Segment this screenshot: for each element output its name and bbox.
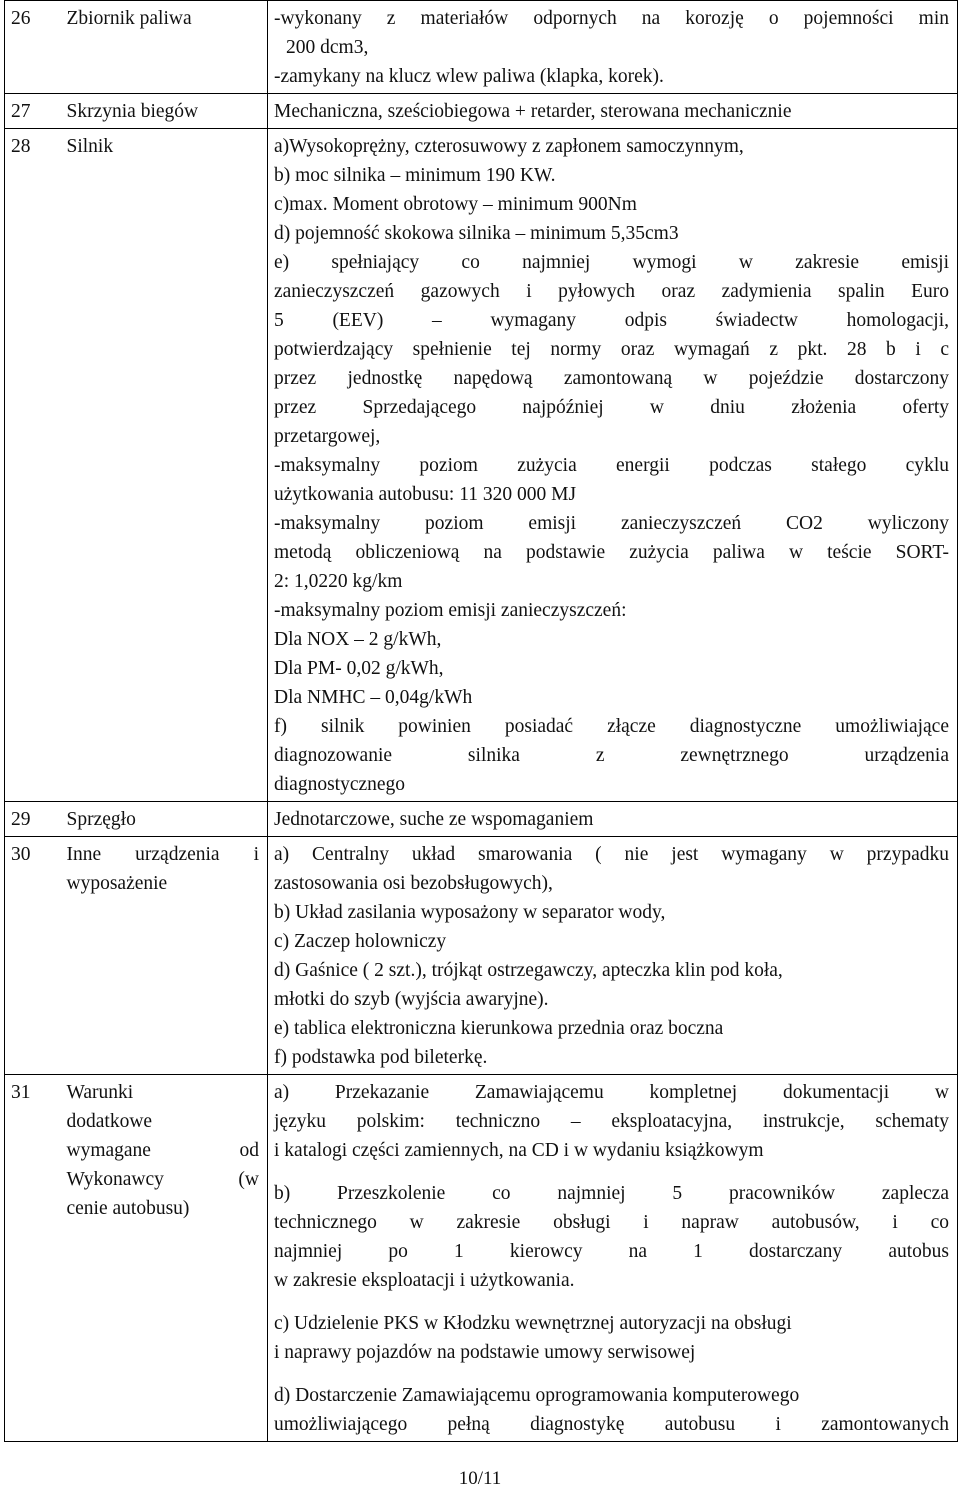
page-number: 10/11 [458,1468,502,1489]
desc-line: diagnozowanie silnika z zewnętrznego urządzenia [274,745,949,766]
desc-line: 2: 1,0220 kg/km [274,571,403,592]
desc-line: a)Wysokoprężny, czterosuwowy z zapłonem samoczynnym, [274,136,744,157]
row-name: Sprzęgło [61,802,268,837]
row-number: 31 [5,1075,61,1442]
desc-line: w zakresie eksploatacji i użytkowania. [274,1270,575,1291]
table-row [5,802,958,837]
desc-line: a) Przekazanie Zamawiającemu kompletnej dokumentacji w [274,1082,949,1103]
name-line: Inne urządzenia i [66,844,259,865]
desc-line: zastosowania osi bezobsługowych), [274,873,553,894]
desc-line: e) spełniający co najmniej wymogi w zakresie emisji [274,252,949,273]
desc-line: języku polskim: techniczno – eksploatacyjna, instrukcje, schematy [274,1111,949,1132]
desc-line: umożliwiającego pełną diagnostykę autobusu i zamontowanych [274,1414,949,1435]
desc-line: -maksymalny poziom zużycia energii podczas stałego cyklu [274,455,949,476]
desc-line: b) Przeszkolenie co najmniej 5 pracowników zaplecza [274,1183,949,1204]
desc-line: c)max. Moment obrotowy – minimum 900Nm [274,194,637,215]
name-line: wymagane od [66,1140,259,1161]
desc-line: i naprawy pojazdów na podstawie umowy serwisowej [274,1342,696,1363]
table-row [5,129,958,802]
desc-line: Mechaniczna, sześciobiegowa + retarder, sterowana mechanicznie [274,101,792,122]
desc-line: użytkowania autobusu: 11 320 000 MJ [274,484,577,505]
desc-line: Dla NMHC – 0,04g/kWh [274,687,473,708]
row-name [61,837,268,1075]
row-name: Skrzynia biegów [61,94,268,129]
paragraph-gap [274,1295,949,1309]
desc-line: b) Układ zasilania wyposażony w separator wody, [274,902,666,923]
desc-line: przetargowej, [274,426,381,447]
specification-table [4,0,958,1442]
table-row [5,837,958,1075]
desc-line: technicznego w zakresie obsługi i napraw autobusów, i co [274,1212,949,1233]
desc-line: -zamykany na klucz wlew paliwa (klapka, korek). [274,66,664,87]
row-number: 27 [5,94,61,129]
desc-line: 200 dcm3, [286,37,369,58]
row-name: Silnik [61,129,268,802]
desc-line: i katalogi części zamiennych, na CD i w wydaniu książkowym [274,1140,764,1161]
desc-line: c) Zaczep holowniczy [274,931,447,952]
name-line: Wykonawcy (w [66,1169,259,1190]
desc-line: e) tablica elektroniczna kierunkowa przednia oraz boczna [274,1018,724,1039]
name-line: Warunki [66,1082,134,1103]
desc-line: f) silnik powinien posiadać złącze diagnostyczne umożliwiające [274,716,949,737]
desc-line: najmniej po 1 kierowcy na 1 dostarczany autobus [274,1241,949,1262]
table-row [5,94,958,129]
desc-line: f) podstawka pod bileterkę. [274,1047,488,1068]
desc-line: -maksymalny poziom emisji zanieczyszczeń CO2 wyliczony [274,513,949,534]
name-line: dodatkowe [66,1111,153,1132]
row-number: 29 [5,802,61,837]
row-number: 30 [5,837,61,1075]
desc-line: przez jednostkę napędową zamontowaną w pojeździe dostarczony [274,368,949,389]
desc-line: zanieczyszczeń gazowych i pyłowych oraz zadymienia spalin Euro [274,281,949,302]
name-line: cenie autobusu) [66,1198,190,1219]
desc-line: b) moc silnika – minimum 190 KW. [274,165,556,186]
name-line: wyposażenie [66,873,168,894]
desc-line: Jednotarczowe, suche ze wspomaganiem [274,809,594,830]
row-name [61,1075,268,1442]
desc-line: a) Centralny układ smarowania ( nie jest wymagany w przypadku [274,844,949,865]
paragraph-gap [274,1165,949,1179]
desc-line: metodą obliczeniową na podstawie zużycia paliwa w teście SORT- [274,542,949,563]
desc-line: 5 (EEV) – wymagany odpis świadectw homologacji, [274,310,949,331]
desc-line: -wykonany z materiałów odpornych na korozję o pojemności min [274,8,949,29]
row-description [268,802,958,837]
desc-line: młotki do szyb (wyjścia awaryjne). [274,989,549,1010]
desc-line: d) pojemność skokowa silnika – minimum 5,35cm3 [274,223,679,244]
row-number: 28 [5,129,61,802]
paragraph-gap [274,1367,949,1381]
row-description [268,129,958,802]
table-row [5,1,958,94]
desc-line: d) Dostarczenie Zamawiającemu oprogramowania komputerowego [274,1385,800,1406]
row-description [268,837,958,1075]
table-row [5,1075,958,1442]
row-description [268,94,958,129]
desc-line: przez Sprzedającego najpóźniej w dniu złożenia oferty [274,397,949,418]
desc-line: -maksymalny poziom emisji zanieczyszczeń: [274,600,627,621]
row-description [268,1,958,94]
row-name: Zbiornik paliwa [61,1,268,94]
row-number: 26 [5,1,61,94]
desc-line: Dla NOX – 2 g/kWh, [274,629,442,650]
desc-line: potwierdzający spełnienie tej normy oraz wymagań z pkt. 28 b i c [274,339,949,360]
desc-line: Dla PM- 0,02 g/kWh, [274,658,444,679]
desc-line: d) Gaśnice ( 2 szt.), trójkąt ostrzegawczy, apteczka klin pod koła, [274,960,783,981]
desc-line: diagnostycznego [274,774,406,795]
row-description [268,1075,958,1442]
desc-line: c) Udzielenie PKS w Kłodzku wewnętrznej autoryzacji na obsługi [274,1313,792,1334]
